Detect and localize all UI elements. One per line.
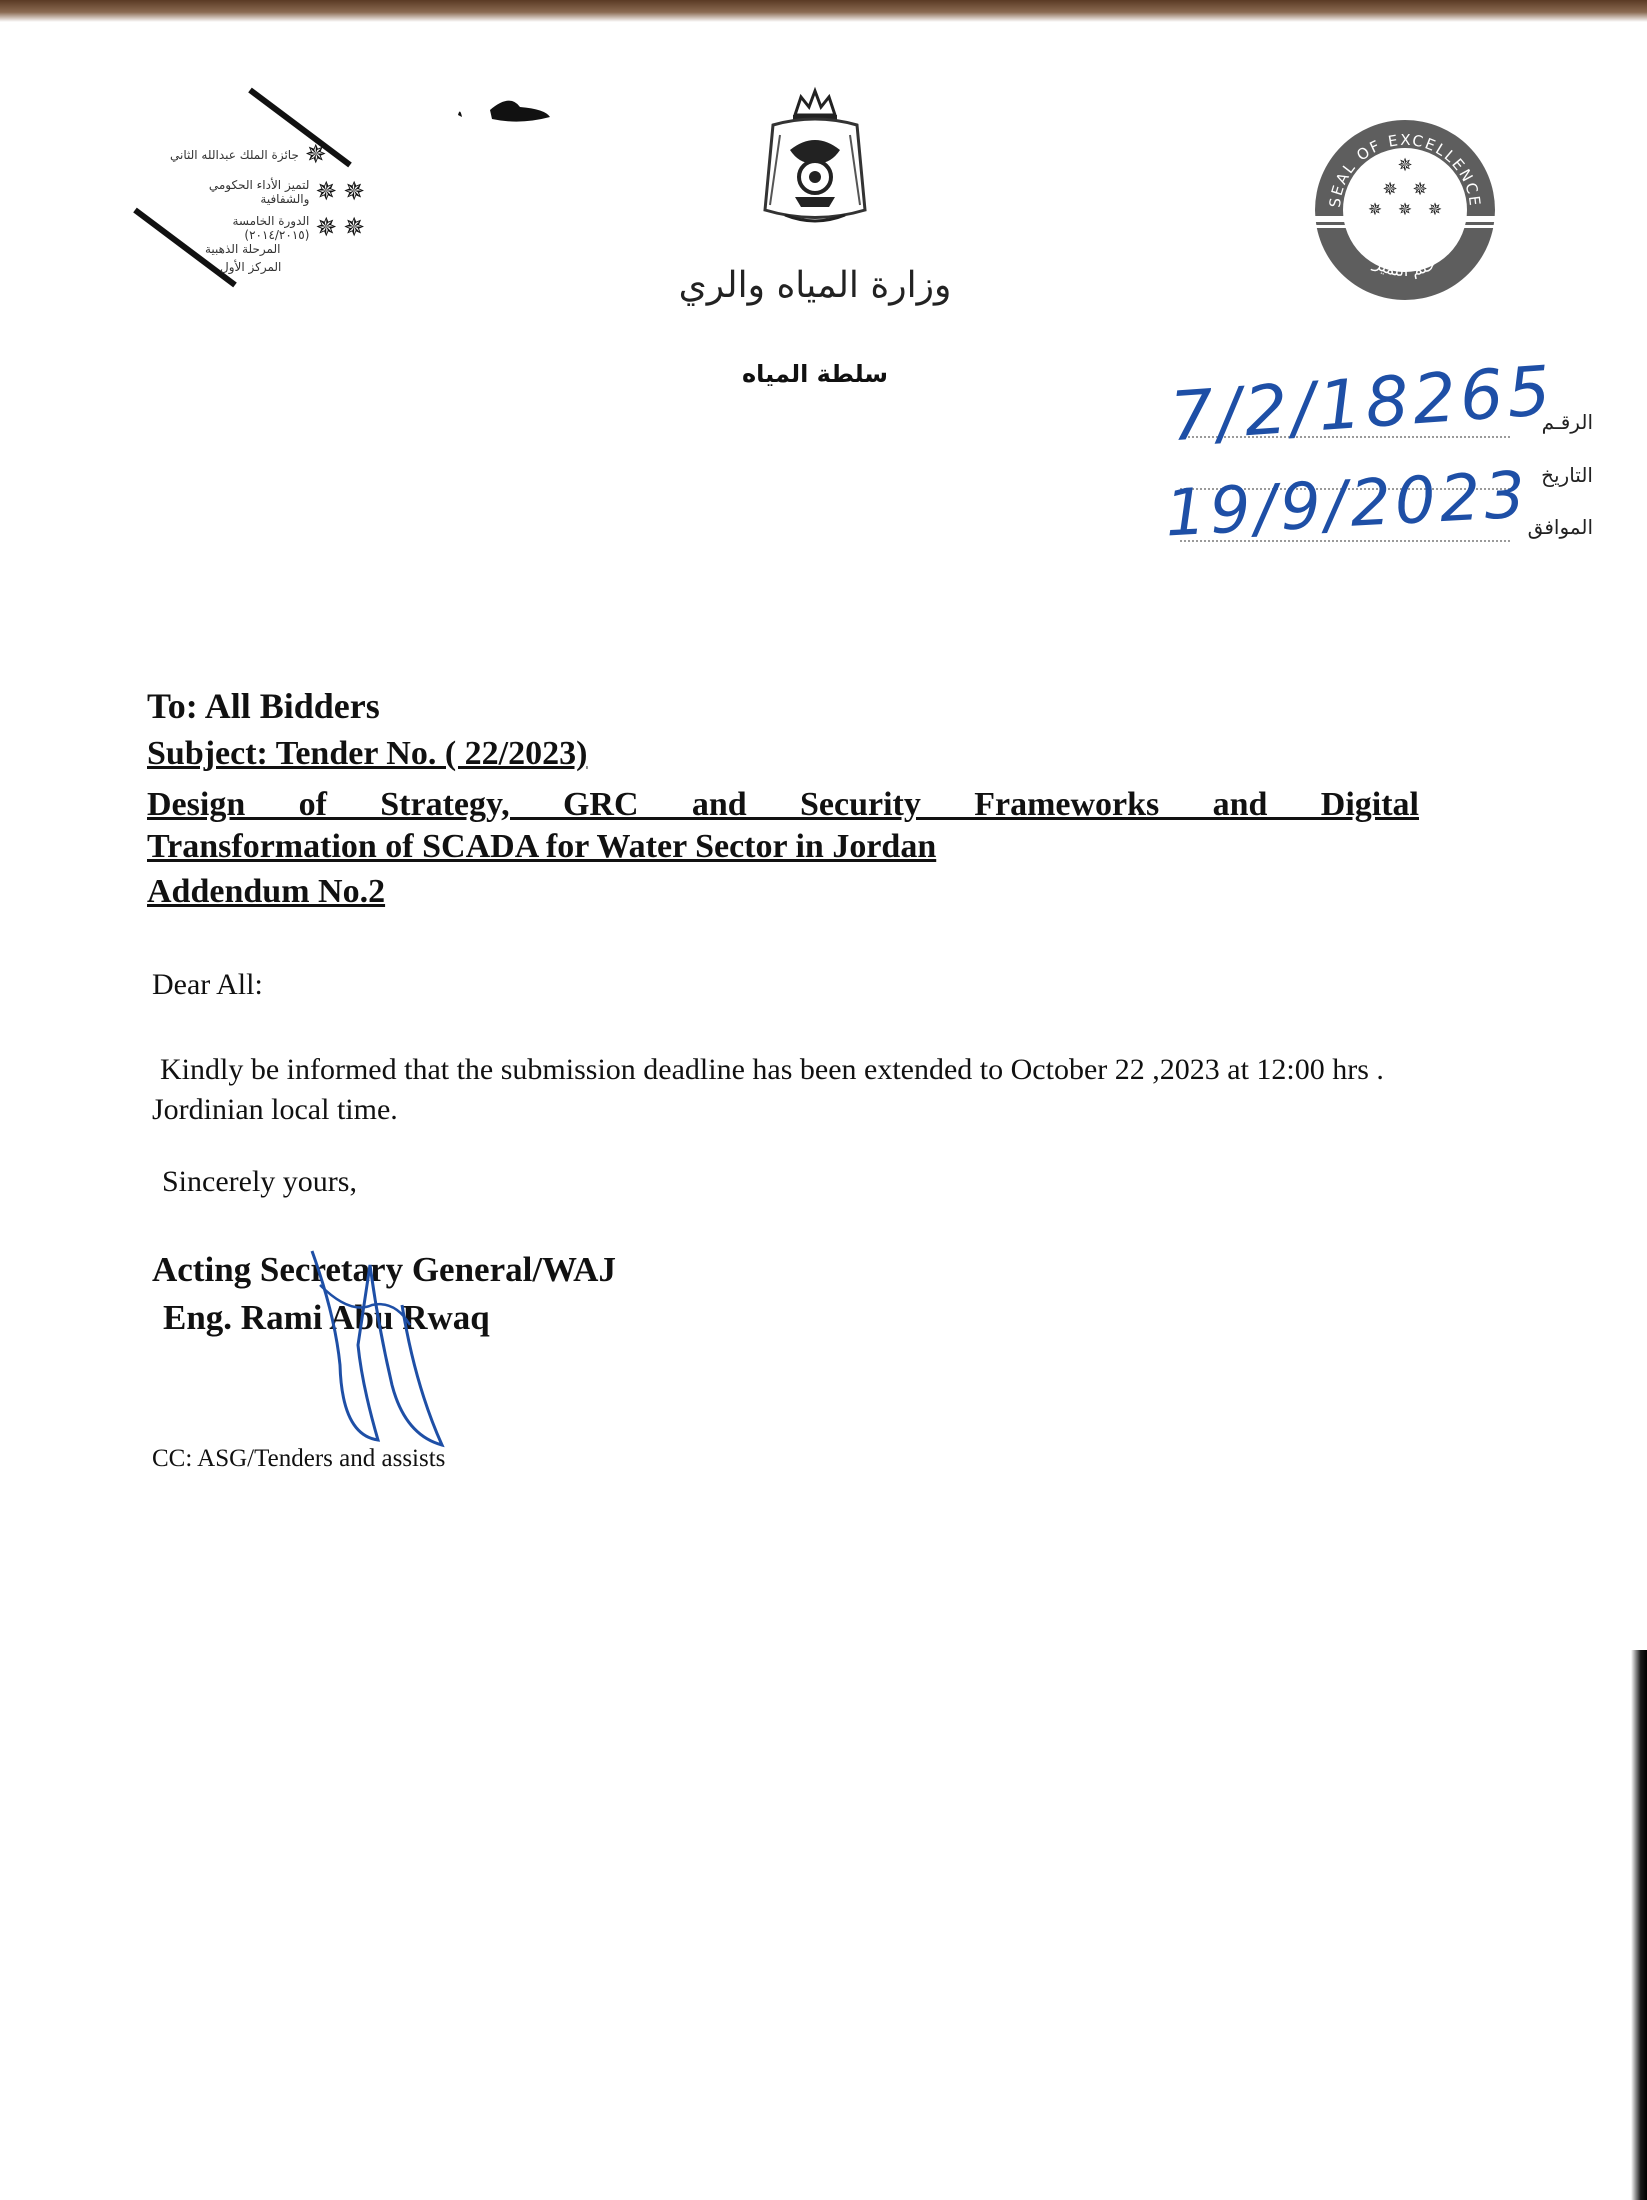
handwritten-reference-number: 7/2/18265 <box>1167 351 1557 458</box>
svg-text:✵: ✵ <box>1397 200 1413 219</box>
handwritten-signature-icon <box>300 1245 500 1455</box>
seal-text: SEAL OF EXCELLENCE <box>1325 130 1485 209</box>
star-icon: ✵ <box>343 177 365 206</box>
svg-text:✵: ✵ <box>1397 155 1413 175</box>
reference-hijri-label: الموافق <box>1527 515 1593 539</box>
signatory-name: Eng. Rami Abu Rwaq <box>163 1298 490 1337</box>
star-icon: ✵ <box>304 140 327 169</box>
star-icon: ✵ <box>315 177 338 206</box>
svg-text:✵: ✵ <box>1367 200 1383 219</box>
tender-title-line-1: Design of Strategy, GRC and Security Frameworks and Digital <box>147 786 1419 823</box>
handwritten-date: 19/9/2023 <box>1163 458 1531 552</box>
svg-text:✵: ✵ <box>1382 179 1398 199</box>
excellence-award-badge <box>125 80 365 290</box>
authority-name: سلطة المياه <box>742 360 888 388</box>
award-line-2: لتميز الأداء الحكومي والشفافية <box>208 178 310 206</box>
closing: Sincerely yours, <box>162 1165 357 1198</box>
ink-mark-icon <box>450 85 560 135</box>
award-line-5: المركز الأول <box>220 260 282 274</box>
star-icon: ✵ <box>343 213 365 242</box>
salutation: Dear All: <box>152 968 263 1001</box>
signatory-title: Acting Secretary General/WAJ <box>152 1250 616 1289</box>
award-line-3: الدورة الخامسة (٢٠١٤/٢٠١٥) <box>232 214 310 242</box>
addendum-number: Addendum No.2 <box>147 873 386 910</box>
svg-text:✵: ✵ <box>1412 179 1428 199</box>
tender-title-line-2: Transformation of SCADA for Water Sector in Jordan <box>147 828 937 865</box>
scanned-paper-right-edge <box>1631 1650 1647 2200</box>
body-paragraph: Kindly be informed that the submission deadline has been extended to October 22 ,2023 at 12:00 hrs . Jordinian local time. <box>152 1053 1384 1126</box>
star-icon: ✵ <box>315 213 338 242</box>
award-line-1: جائزة الملك عبدالله الثاني <box>170 148 299 162</box>
seal-of-excellence-icon <box>1310 115 1500 305</box>
carbon-copy-line: CC: ASG/Tenders and assists <box>152 1445 446 1472</box>
award-line-4: المرحلة الذهبية <box>205 242 281 256</box>
svg-text:✵: ✵ <box>1427 200 1443 219</box>
reference-number-label: الرقـم <box>1541 410 1593 434</box>
subject-line: Subject: Tender No. ( 22/2023) <box>147 735 588 772</box>
recipient-line: To: All Bidders <box>147 686 380 726</box>
reference-date-label: التاريخ <box>1541 463 1593 487</box>
ministry-name: وزارة المياه والري <box>678 265 952 306</box>
scanned-paper-top-edge <box>0 0 1647 22</box>
seal-text-arabic: ختم التميز <box>1371 253 1439 281</box>
coat-of-arms-emblem-icon <box>745 85 885 235</box>
